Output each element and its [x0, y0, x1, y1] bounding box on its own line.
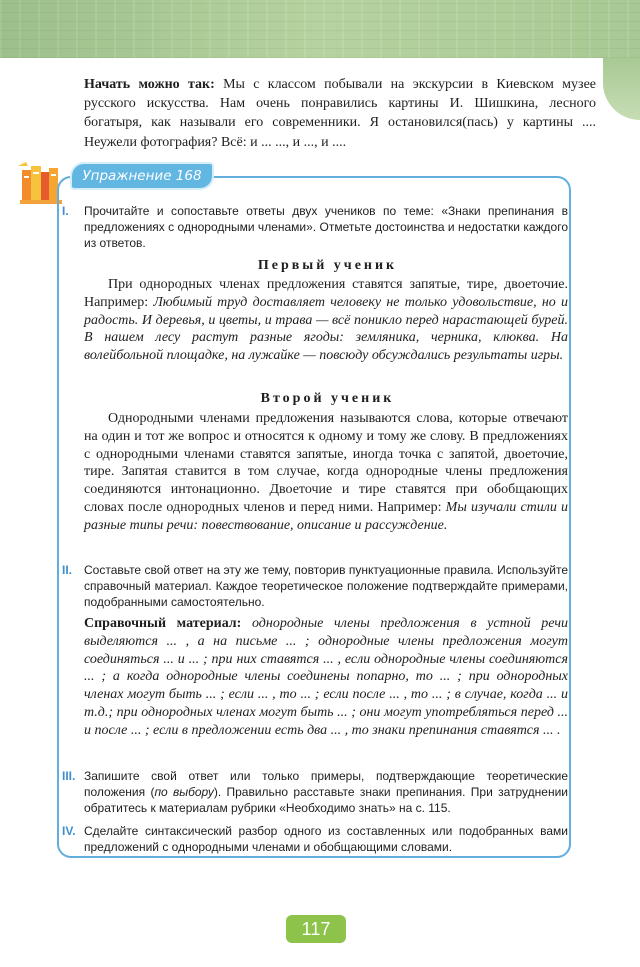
student-2-text: Однородными членами предложения называются слова, которые отвечают на один и тот же вопрос и относятся к одному и тому же слову. В предложениях с однородными членами ставятся запятые, иногда точка с запятой, двоеточие, тире. Запятая ставится в том случае, когда однородные члены предложения соединяются интонационно. Двоеточие и тире ставятся при обобщающих словах после однородных членов и перед ними. Например:	[84, 411, 568, 515]
student-2-examples: Мы изучали стили и разные типы речи: повествование, описание и рассуждение.	[84, 499, 569, 533]
student-1-answer	[84, 276, 568, 365]
student-1-heading: Первый ученик	[257, 258, 398, 273]
exercise-title: Упражнение 168	[72, 164, 212, 188]
intro-paragraph	[84, 75, 596, 152]
reference-material	[84, 615, 568, 740]
intro-lead: Начать можно так:	[84, 77, 215, 92]
task-2-number: II.	[62, 563, 73, 577]
task-4-text: Сделайте синтаксический разбор одного из составленных или подобранных вами предложений с однородными членами и обобщающими словами.	[84, 824, 568, 854]
page-number: 117	[286, 915, 346, 943]
student-1-examples: Любимый труд доставляет человеку не только удовольствие, но и радость. И деревья, и цветы, и трава — всё поникло перед нарастающей бурей. В нашем лесу растут разные ягоды: земляника, черника, клюква. На волейбольной площадке, на лужайке — повсюду обсуждались результаты игры.	[84, 294, 568, 363]
task-3-number: III.	[62, 769, 76, 783]
task-1-number: I.	[62, 204, 69, 218]
intro-text: Мы с классом побывали на экскурсии в Киевском музее русского искусства. Нам очень понравились картины И. Шишкина, лесного богатыря, как называли его современники. Я остановился(пась) у картины .... Неужели фотография? Всё: и ... ..., и ..., и ....	[84, 77, 596, 150]
task-2-text: Составьте свой ответ на эту же тему, повторив пунктуационные правила. Используйте справочный материал. Каждое теоретическое положение подтверждайте примерами, подобранными самостоятельно.	[84, 563, 568, 609]
task-1-text: Прочитайте и сопоставьте ответы двух учеников по теме: «Знаки препинания в предложениях с однородными членами». Отметьте достоинства и недостатки каждого из ответов.	[84, 204, 568, 250]
header-decoration	[0, 0, 640, 58]
student-2-answer	[84, 410, 568, 534]
task-4-number: IV.	[62, 824, 76, 838]
task-3-italic: по выбору	[154, 785, 214, 799]
task-3-text: Запишите свой ответ или только примеры, подтверждающие теоретические положения (по выбору). Правильно расставьте знаки препинания. При затруднении обратитесь к материалам рубрики «Необходимо знать» на с. 115.	[84, 769, 568, 815]
student-2-heading: Второй ученик	[260, 391, 395, 406]
corner-decoration	[603, 58, 640, 120]
student-1-text: При однородных членах предложения ставятся запятые, тире, двоеточие. Например:	[84, 277, 568, 310]
reference-lead: Справочный материал:	[84, 616, 242, 631]
reference-text: однородные члены предложения в устной речи выделяются ... , а на письме ... ; однородные члены предложения могут соединяться ... и ... ; при них ставятся ... , если однородные члены соединяются ... ; а когда однородные члены соединены попарно, то ... ; при однородных членах могут быть ... ; если ... , то ... ; если после ... , то ... ; в случае, когда ... и т.д.; при однородных членах могут быть ... ; они могут употребляться перед ... и после ... ; если в предложении есть два ... , то знаки препинания ставятся ... .	[84, 616, 569, 738]
